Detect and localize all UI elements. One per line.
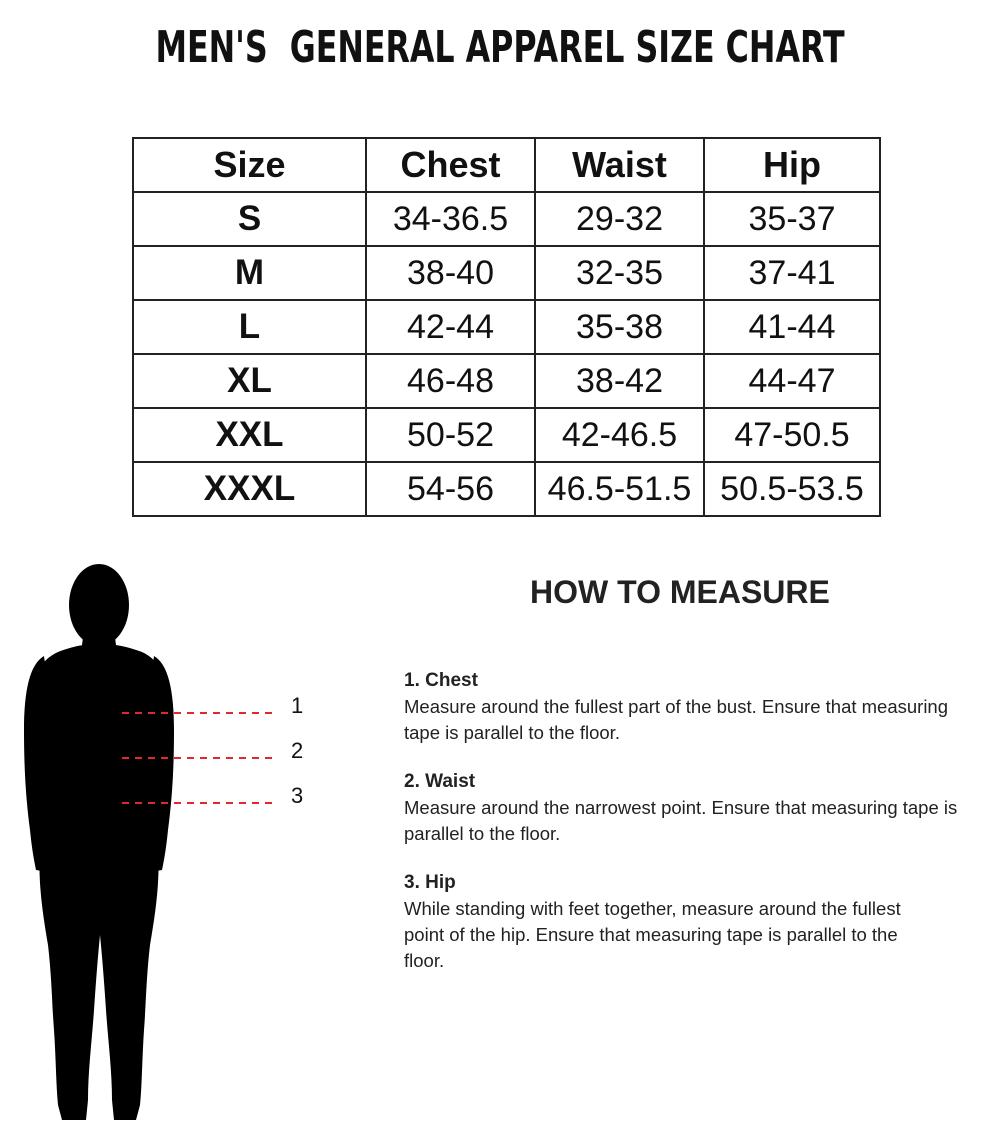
chest-value: 46-48: [366, 354, 535, 408]
table-row: [133, 462, 880, 516]
header-chest: Chest: [366, 138, 535, 192]
table-row: [133, 354, 880, 408]
hip-value: 37-41: [704, 246, 880, 300]
hip-value: 35-37: [704, 192, 880, 246]
step-hip: [404, 870, 998, 974]
size-label: XXXL: [133, 462, 366, 516]
waist-value: 29-32: [535, 192, 704, 246]
chest-value: 38-40: [366, 246, 535, 300]
header-waist: Waist: [535, 138, 704, 192]
size-label: M: [133, 246, 366, 300]
size-chart-table: [132, 137, 881, 517]
header-hip: Hip: [704, 138, 880, 192]
marker-1: 1: [291, 693, 304, 718]
size-label: L: [133, 300, 366, 354]
size-label: XL: [133, 354, 366, 408]
step-waist: [404, 769, 998, 847]
hip-value: 50.5-53.5: [704, 462, 880, 516]
chest-value: 54-56: [366, 462, 535, 516]
body-silhouette-icon: [0, 560, 330, 1135]
hip-value: 47-50.5: [704, 408, 880, 462]
chest-value: 34-36.5: [366, 192, 535, 246]
waist-value: 32-35: [535, 246, 704, 300]
chest-value: 42-44: [366, 300, 535, 354]
marker-2: 2: [291, 738, 304, 763]
header-size: Size: [133, 138, 366, 192]
marker-3: 3: [291, 783, 304, 808]
step-title: 3. Hip: [404, 872, 456, 893]
step-title: 1. Chest: [404, 670, 478, 691]
hip-value: 44-47: [704, 354, 880, 408]
measure-steps: [404, 668, 998, 997]
waist-value: 35-38: [535, 300, 704, 354]
table-row: [133, 246, 880, 300]
table-row: [133, 300, 880, 354]
table-row: [133, 408, 880, 462]
size-label: S: [133, 192, 366, 246]
step-chest: [404, 668, 998, 746]
chest-value: 50-52: [366, 408, 535, 462]
size-label: XXL: [133, 408, 366, 462]
waist-value: 46.5-51.5: [535, 462, 704, 516]
step-title: 2. Waist: [404, 771, 476, 792]
page-title: MEN'S GENERAL APPAREL SIZE CHART: [155, 22, 845, 73]
table-header-row: [133, 138, 880, 192]
table-row: [133, 192, 880, 246]
step-text: Measure around the fullest part of the bust. Ensure that measuring tape is parallel to the floor.: [404, 696, 949, 743]
waist-value: 42-46.5: [535, 408, 704, 462]
measurement-lines: [120, 700, 290, 810]
how-to-measure-title: HOW TO MEASURE: [530, 574, 830, 610]
step-text: While standing with feet together, measure around the fullest point of the hip. Ensure that measuring tape is parallel to the floor.: [404, 898, 901, 971]
waist-value: 38-42: [535, 354, 704, 408]
step-text: Measure around the narrowest point. Ensure that measuring tape is parallel to the floor.: [404, 797, 958, 844]
hip-value: 41-44: [704, 300, 880, 354]
